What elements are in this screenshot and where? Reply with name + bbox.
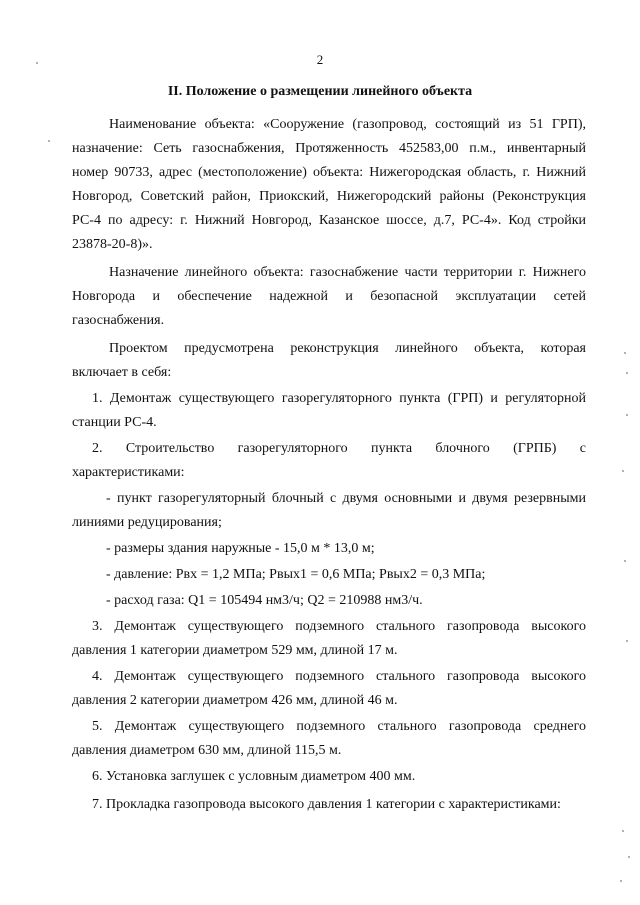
scan-speck <box>622 470 624 472</box>
scan-speck <box>626 640 628 642</box>
scan-speck <box>626 414 628 416</box>
list-item: 4. Демонтаж существующего подземного стального газопровода высокого <box>92 669 586 684</box>
list-item: 1. Демонтаж существующего газорегуляторного пункта (ГРП) и регуляторной <box>92 391 586 406</box>
text-line: РС-4 по адресу: г. Нижний Новгород, Казанское шоссе, д.7, РС-4». Код стройки <box>72 213 586 228</box>
scan-speck <box>626 372 628 374</box>
section-heading: II. Положение о размещении линейного объекта <box>167 84 473 99</box>
text-line: Новгород, Советский район, Приокский, Нижегородский районы (Реконструкция <box>72 189 586 204</box>
text-line: станции РС-4. <box>72 415 157 430</box>
list-item: - давление: Рвх = 1,2 МПа; Рвых1 = 0,6 МПа; Рвых2 = 0,3 МПа; <box>106 567 486 582</box>
scan-speck <box>48 140 50 142</box>
text-line: давления 1 категории диаметром 529 мм, длиной 17 м. <box>72 643 398 658</box>
scan-speck <box>624 352 626 354</box>
list-item: 2. Строительство газорегуляторного пункта блочного (ГРПБ) с <box>92 441 586 456</box>
list-item: 7. Прокладка газопровода высокого давления 1 категории с характеристиками: <box>92 797 561 812</box>
scan-speck <box>624 560 626 562</box>
text-line: Наименование объекта: «Сооружение (газопровод, состоящий из 51 ГРП), <box>109 117 586 132</box>
text-line: назначение: Сеть газоснабжения, Протяженность 452583,00 п.м., инвентарный <box>72 141 586 156</box>
list-item: - пункт газорегуляторный блочный с двумя основными и двумя резервными <box>106 491 586 506</box>
text-line: номер 90733, адрес (местоположение) объекта: Нижегородская область, г. Нижний <box>72 165 586 180</box>
text-line: характеристиками: <box>72 465 185 480</box>
scan-speck <box>622 830 624 832</box>
page-number: 2 <box>316 52 324 67</box>
list-item: 6. Установка заглушек с условным диаметром 400 мм. <box>92 769 416 784</box>
text-line: давления диаметром 630 мм, длиной 115,5 м. <box>72 743 342 758</box>
text-line: линиями редуцирования; <box>72 515 222 530</box>
list-item: 5. Демонтаж существующего подземного стального газопровода среднего <box>92 719 586 734</box>
scan-speck <box>628 856 630 858</box>
list-item: - расход газа: Q1 = 105494 нм3/ч; Q2 = 210988 нм3/ч. <box>106 593 423 608</box>
list-item: 3. Демонтаж существующего подземного стального газопровода высокого <box>92 619 586 634</box>
text-line: включает в себя: <box>72 365 172 380</box>
text-line: 23878-20-8)». <box>72 237 153 252</box>
scan-speck <box>620 880 622 882</box>
text-line: газоснабжения. <box>72 313 165 328</box>
text-line: Назначение линейного объекта: газоснабжение части территории г. Нижнего <box>109 265 586 280</box>
scan-speck <box>36 62 38 64</box>
text-line: давления 2 категории диаметром 426 мм, длиной 46 м. <box>72 693 398 708</box>
text-line: Новгорода и обеспечение надежной и безопасной эксплуатации сетей <box>72 289 586 304</box>
list-item: - размеры здания наружные - 15,0 м * 13,0 м; <box>106 541 375 556</box>
text-line: Проектом предусмотрена реконструкция линейного объекта, которая <box>109 341 586 356</box>
